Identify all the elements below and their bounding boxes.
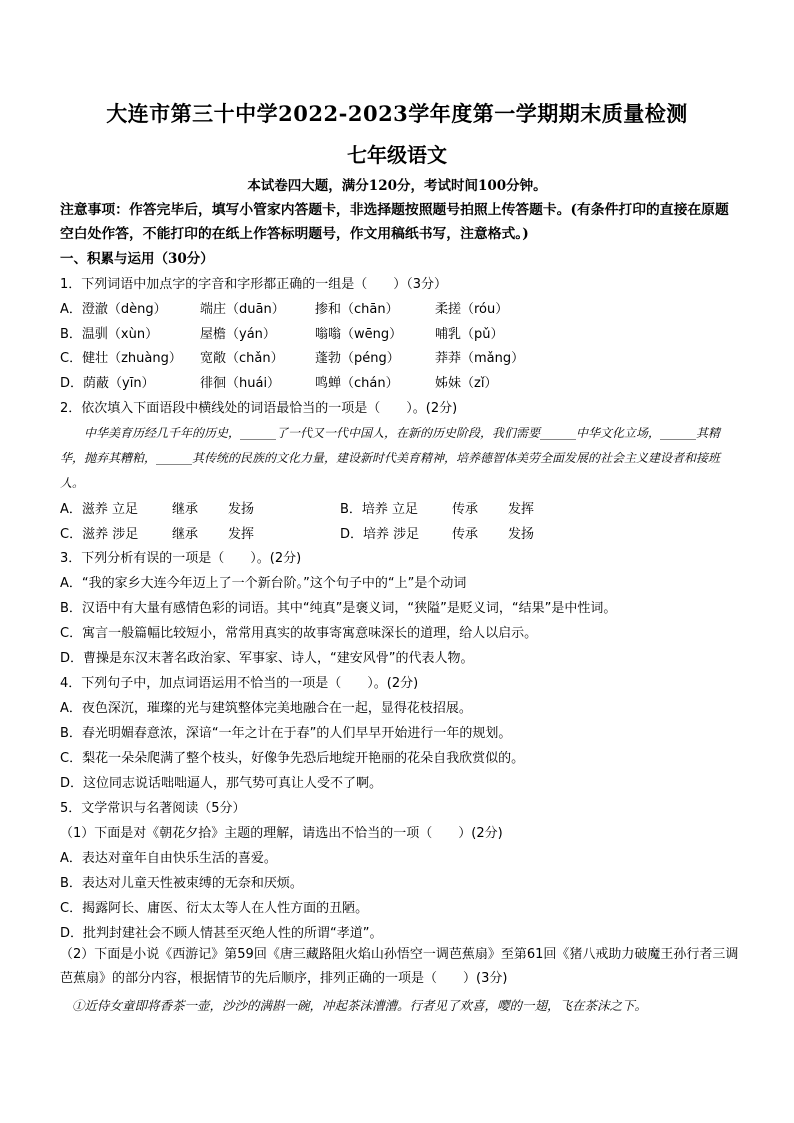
option-cell: A．澄澈（dèng） — [60, 302, 167, 317]
question-5-sub-2: （2）下面是小说《西游记》第59回《唐三藏路阻火焰山孙悟空一调芭蕉扇》至第61回《猪八戒助力破魔王孙行者三调芭蕉扇》的部分内容，根据情节的先后顺序，排列正确的一项是（ ）(3分) — [60, 947, 739, 986]
question-1-option-c — [60, 347, 555, 366]
option-cell: B．培养 立足 — [340, 502, 419, 517]
option-cell: 掺和（chān） — [315, 302, 399, 317]
question-5-sub-1-option-a: A．表达对童年自由快乐生活的喜爱。 — [60, 851, 277, 866]
exam-title: 大连市第三十中学2022-2023学年度第一学期期末质量检测 — [106, 101, 688, 126]
option-cell: 继承 — [172, 527, 199, 542]
option-cell: 姊妹（zǐ） — [435, 376, 498, 391]
option-cell: 嗡嗡（wēng） — [315, 327, 403, 342]
question-4-option-b: B．春光明媚春意浓，深谙“一年之计在于春”的人们早早开始进行一年的规划。 — [60, 726, 512, 741]
option-cell: 屋檐（yán） — [200, 327, 276, 342]
option-cell: 发扬 — [508, 527, 535, 542]
option-cell: C．健壮（zhuàng） — [60, 351, 182, 366]
question-1-stem: 1．下列词语中加点字的字音和字形都正确的一组是（ ）（3分） — [60, 277, 448, 292]
option-cell: 莽莽（mǎng） — [435, 351, 525, 366]
question-5-stem: 5．文学常识与名著阅读（5分） — [60, 801, 246, 816]
question-3-option-a: A．“我的家乡大连今年迈上了一个新台阶。”这个句子中的“上”是个动词 — [60, 576, 467, 591]
section-title: 一、积累与运用（30分） — [60, 251, 214, 267]
option-cell: C．滋养 涉足 — [60, 527, 139, 542]
question-5-sub-1-option-b: B．表达对儿童天性被束缚的无奈和厌烦。 — [60, 876, 303, 891]
question-3-stem: 3．下列分析有误的一项是（ ）。(2分) — [60, 551, 302, 566]
question-4-option-d: D．这位同志说话咄咄逼人，那气势可真让人受不了啊。 — [60, 776, 383, 791]
question-3-option-b: B．汉语中有大量有感情色彩的词语。其中“纯真”是褒义词，“狭隘”是贬义词，“结果”是中性词。 — [60, 601, 617, 616]
exam-notice: 注意事项：作答完毕后，填写小管家内答题卡，非选择题按照题号拍照上传答题卡。(有条件打印的直接在原题空白处作答，不能打印的在纸上作答标明题号，作文用稿纸书写，注意格式。) — [60, 202, 729, 242]
question-2-options-row-1 — [60, 498, 618, 517]
question-5-sub-1-option-c: C．揭露阿长、庸医、衍太太等人在人性方面的丑陋。 — [60, 901, 369, 916]
question-4-stem: 4．下列句子中，加点词语运用不恰当的一项是（ ）。(2分) — [60, 676, 419, 691]
option-cell: D．培养 涉足 — [340, 527, 420, 542]
exam-subject: 七年级语文 — [347, 143, 447, 167]
question-4-option-a: A．夜色深沉，璀璨的光与建筑整体完美地融合在一起，显得花枝招展。 — [60, 701, 472, 716]
option-cell: 徘徊（huái） — [200, 376, 281, 391]
option-cell: 蓬勃（péng） — [315, 351, 400, 366]
question-5-sub-1-option-d: D．批判封建社会不顾人情甚至灭绝人性的所谓“孝道”。 — [60, 926, 383, 941]
option-cell: 哺乳（pǔ） — [435, 327, 504, 342]
question-2-passage: 中华美育历经几千年的历史，______了一代又一代中国人，在新的历史阶段，我们需要______中华文化立场，______其精华，抛弃其糟粕，______其传统的民族的文化力量，建设新时代美育精神，培养德智体美劳全面发展的社会主义建设者和接班人。 — [60, 426, 721, 490]
option-cell: 柔搓（róu） — [435, 302, 509, 317]
option-cell: 传承 — [452, 527, 479, 542]
question-5-sub-1: （1）下面是对《朝花夕拾》主题的理解，请选出不恰当的一项（ ）(2分) — [60, 826, 503, 841]
option-cell: 发挥 — [508, 502, 535, 517]
option-cell: 宽敞（chǎn） — [200, 351, 284, 366]
option-cell: 继承 — [172, 502, 199, 517]
option-cell: 鸣蝉（chán） — [315, 376, 399, 391]
option-cell: 端庄（duān） — [200, 302, 285, 317]
option-cell: 传承 — [452, 502, 479, 517]
option-cell: B．温驯（xùn） — [60, 327, 159, 342]
question-4-option-c: C．梨花一朵朵爬满了整个枝头，好像争先恐后地绽开艳丽的花朵自我欣赏似的。 — [60, 751, 525, 766]
option-cell: D．荫蔽（yīn） — [60, 376, 155, 391]
question-1-option-b — [60, 323, 555, 342]
question-5-excerpt: ①近侍女童即将香茶一壶，沙沙的满斟一碗，冲起茶沫漕漕。行者见了欢喜，嘤的一翅，飞在茶沫之下。 — [72, 998, 648, 1013]
option-cell: A．滋养 立足 — [60, 502, 139, 517]
exam-info: 本试卷四大题，满分120分，考试时间100分钟。 — [247, 178, 547, 194]
question-3-option-c: C．寓言一般篇幅比较短小，常常用真实的故事寄寓意味深长的道理，给人以启示。 — [60, 626, 538, 641]
question-2-stem: 2．依次填入下面语段中横线处的词语最恰当的一项是（ ）。(2分) — [60, 401, 458, 416]
option-cell: 发扬 — [228, 502, 255, 517]
question-2-options-row-2 — [60, 523, 618, 542]
question-3-option-d: D．曹操是东汉末著名政治家、军事家、诗人，“建安风骨”的代表人物。 — [60, 651, 474, 666]
question-1-option-a — [60, 298, 555, 317]
option-cell: 发挥 — [228, 527, 255, 542]
question-1-option-d — [60, 372, 555, 391]
